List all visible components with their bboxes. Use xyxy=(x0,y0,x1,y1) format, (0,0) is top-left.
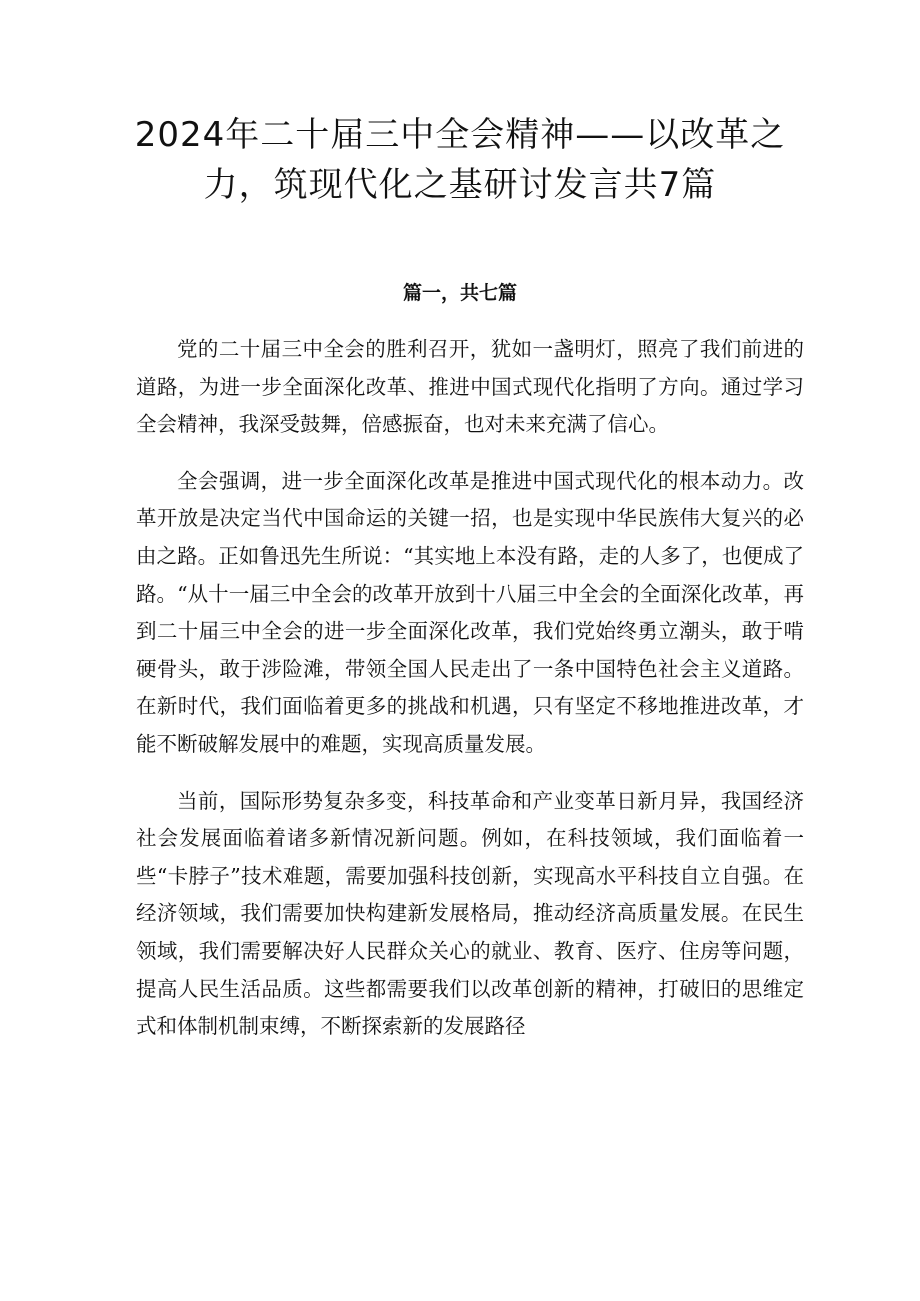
body-paragraph-3: 当前，国际形势复杂多变，科技革命和产业变革日新月异，我国经济社会发展面临着诸多新情况新问题。例如，在科技领域，我们面临着一些“卡脖子”技术难题，需要加强科技创新，实现高水平科技自立自强。在经济领域，我们需要加快构建新发展格局，推动经济高质量发展。在民生领域，我们需要解决好人民群众关心的就业、教育、医疗、住房等问题，提高人民生活品质。这些都需要我们以改革创新的精神，打破旧的思维定式和体制机制束缚，不断探索新的发展路径 xyxy=(136,788,804,1039)
body-paragraph-1: 党的二十届三中全会的胜利召开，犹如一盏明灯，照亮了我们前进的道路，为进一步全面深化改革、推进中国式现代化指明了方向。通过学习全会精神，我深受鼓舞，倍感振奋，也对未来充满了信心。 xyxy=(136,337,804,437)
section-heading: 篇一，共七篇 xyxy=(402,282,517,304)
body-paragraph-2: 全会强调，进一步全面深化改革是推进中国式现代化的根本动力。改革开放是决定当代中国命运的关键一招，也是实现中华民族伟大复兴的必由之路。正如鲁迅先生所说：“其实地上本没有路，走的人多了，也便成了路。“从十一届三中全会的改革开放到十八届三中全会的全面深化改革，再到二十届三中全会的进一步全面深化改革，我们党始终勇立潮头，敢于啃硬骨头，敢于涉险滩，带领全国人民走出了一条中国特色社会主义道路。在新时代，我们面临着更多的挑战和机遇，只有坚定不移地推进改革，才能不断破解发展中的难题，实现高质量发展。 xyxy=(136,468,804,756)
document-title: 2024年二十届三中全会精神——以改革之力，筑现代化之基研讨发言共7篇 xyxy=(134,115,786,205)
document-body xyxy=(136,331,804,1065)
